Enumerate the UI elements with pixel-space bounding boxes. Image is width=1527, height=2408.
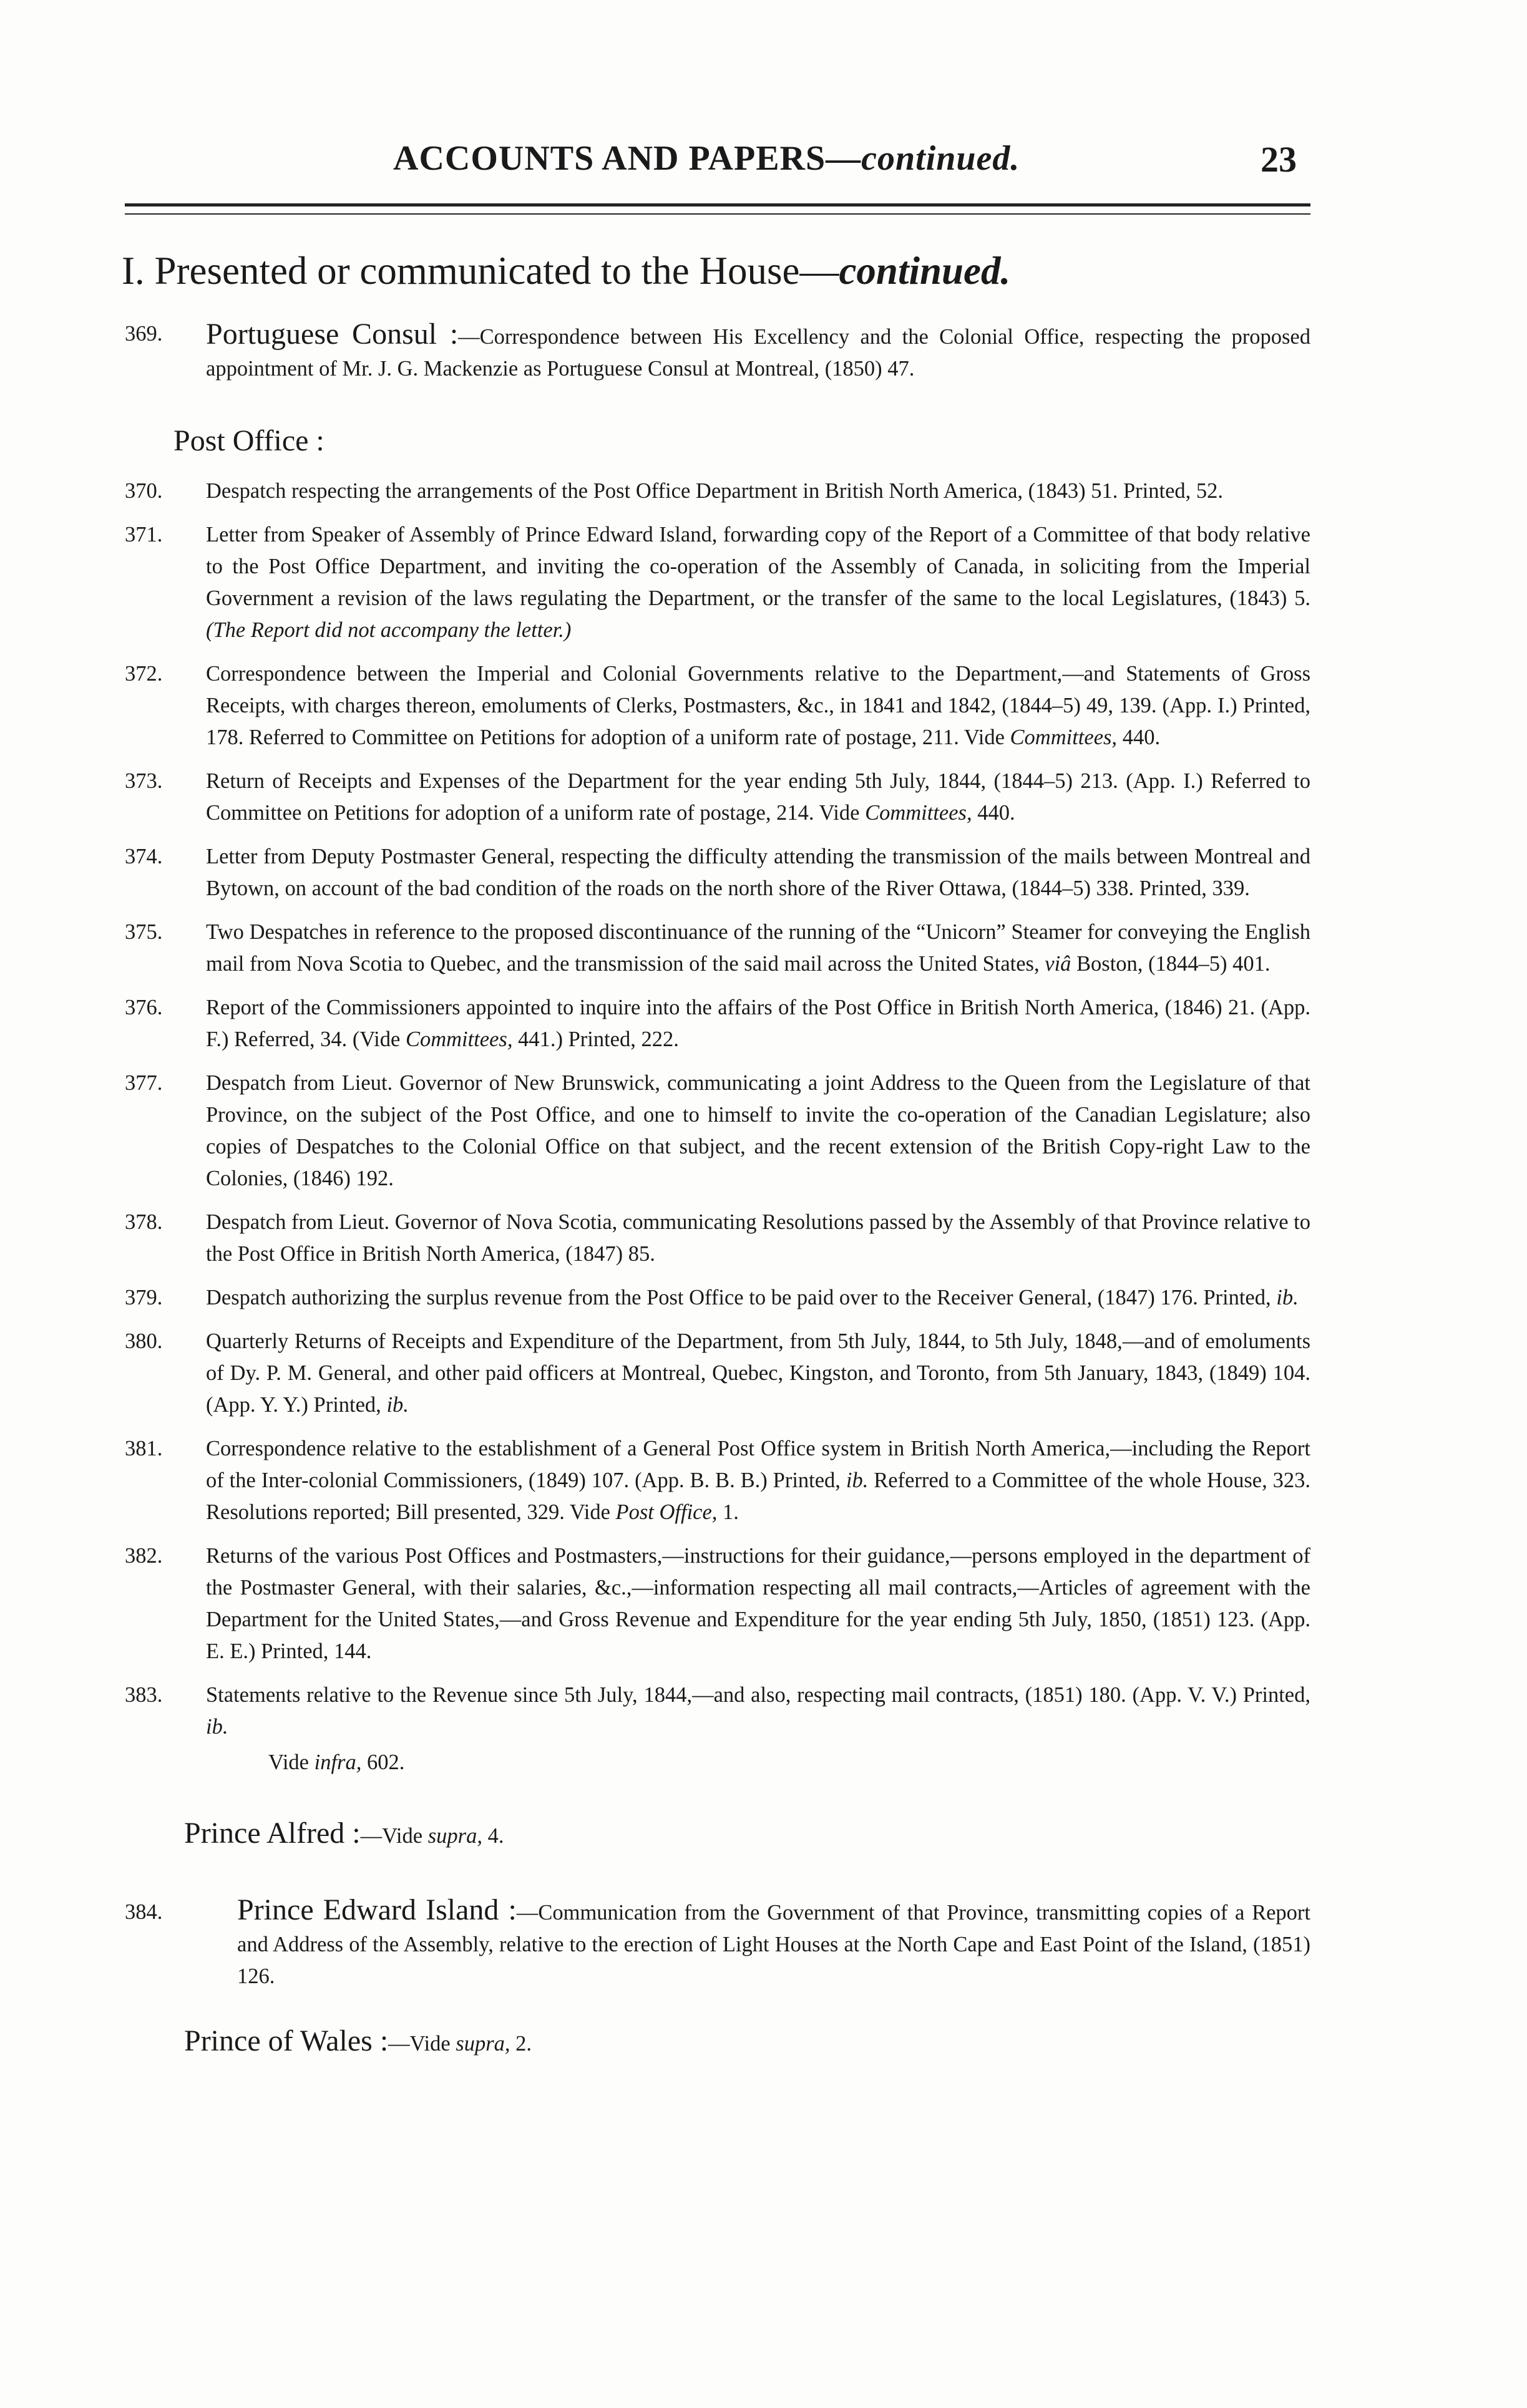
entry-370 <box>125 475 1310 507</box>
header-rule-thin <box>125 213 1310 215</box>
entry-number: 374. <box>125 845 163 868</box>
xref-text: —Vide <box>388 2032 451 2056</box>
entry-text: Correspondence between the Imperial and Colonial Governments relative to the Department,—and Statements of Gross Receipts, with charges thereon, emoluments of Clerks, Postmasters, &c., in 1841 and 1842, (1844–5) 49, 139. (App. I.) Printed, 178. Referred to Committee on Petitions for adoption of a uniform rate of postage, 211. Vide <box>206 662 1310 749</box>
entry-text: Return of Receipts and Expenses of the Department for the year ending 5th July, 1844, (1844–5) 213. (App. I.) Referred to Committee on Petitions for adoption of a uniform rate of postage, 214. Vide <box>206 769 1310 825</box>
entry-vide: Post Office, <box>615 1500 718 1524</box>
xref-text: —Vide <box>360 1824 423 1848</box>
entry-tail: 1. <box>723 1500 739 1524</box>
entry-number: 378. <box>125 1210 163 1234</box>
entry-378 <box>125 1206 1310 1270</box>
entry-ib: ib. <box>206 1715 228 1739</box>
running-head-title <box>393 138 1020 178</box>
entry-text: Letter from Deputy Postmaster General, respecting the difficulty attending the transmission of the mails between Montreal and Bytown, on account of the bad condition of the roads on the north shore of the River Ottawa, (1844–5) 338. Printed, 339. <box>206 845 1310 900</box>
entries-list <box>125 318 1310 2077</box>
entry-372 <box>125 658 1310 754</box>
entry-369 <box>125 318 1310 385</box>
xref-tail: 4. <box>487 1824 504 1848</box>
entry-375 <box>125 916 1310 980</box>
entry-380 <box>125 1326 1310 1421</box>
page-number: 23 <box>1261 139 1297 180</box>
vide-tail: 602. <box>366 1750 405 1774</box>
entry-number: 382. <box>125 1544 163 1568</box>
entry-number: 371. <box>125 523 163 546</box>
entry-text: Report of the Commissioners appointed to inquire into the affairs of the Post Office in British North America, (1846) 21. (App. F.) Referred, 34. (Vide <box>206 996 1310 1051</box>
section-heading-text: I. Presented or communicated to the House— <box>122 249 839 293</box>
entry-number: 370. <box>125 479 163 503</box>
xref-keyword: Prince Alfred : <box>184 1817 361 1850</box>
entry-382 <box>125 1540 1310 1668</box>
section-heading-italic: continued. <box>839 249 1011 293</box>
subheading-post-office: Post Office : <box>173 424 324 457</box>
entry-376 <box>125 992 1310 1056</box>
entry-text-2: Referred to a Committee of the whole House, 323. Resolutions reported; Bill presented, 329. Vide <box>206 1469 1311 1524</box>
xref-italic: supra, <box>456 2032 510 2056</box>
xref-prince-of-wales <box>125 2024 1310 2058</box>
entry-text: Despatch authorizing the surplus revenue from the Post Office to be paid over to the Receiver General, (1847) 176. Printed, <box>206 1286 1271 1309</box>
entry-text: —Correspondence between His Excellency and the Colonial Office, respecting the proposed appointment of Mr. J. G. Mackenzie as Portuguese Consul at Montreal, (1850) 47. <box>206 325 1310 381</box>
running-head-title-text: ACCOUNTS AND PAPERS— <box>393 139 862 178</box>
entry-text: Correspondence relative to the establishment of a General Post Office system in British North America,—including the Report of the Inter-colonial Commissioners, (1849) 107. (App. B. B. B.) Printed, <box>206 1437 1310 1492</box>
xref-italic: supra, <box>427 1824 482 1848</box>
entry-text: —Communication from the Government of that Province, transmitting copies of a Report and Address of the Assembly, relative to the erection of Light Houses at the North Cape and East Point of the Island, (1851) 126. <box>237 1901 1310 1988</box>
entry-number: 383. <box>125 1683 163 1707</box>
entry-374 <box>125 841 1310 905</box>
entry-ib: ib. <box>1276 1286 1299 1309</box>
header-rule-thick <box>125 203 1310 206</box>
entry-number: 380. <box>125 1329 163 1353</box>
entry-373 <box>125 765 1310 829</box>
entry-tail: 440. <box>977 801 1015 825</box>
entry-number: 372. <box>125 662 163 686</box>
xref-prince-alfred <box>125 1816 1310 1850</box>
entry-number: 379. <box>125 1286 163 1309</box>
entry-vide-line <box>206 1747 1310 1779</box>
entry-via: viâ <box>1045 952 1071 976</box>
entry-keyword: Prince Edward Island : <box>237 1893 517 1926</box>
entry-383 <box>125 1679 1310 1779</box>
xref-tail: 2. <box>515 2032 532 2056</box>
entry-number: 381. <box>125 1437 163 1460</box>
entry-tail: 440. <box>1122 726 1161 749</box>
entry-379 <box>125 1282 1310 1314</box>
entry-ib: ib. <box>846 1469 869 1492</box>
entry-tail: 441.) Printed, 222. <box>518 1027 679 1051</box>
entry-text: Despatch from Lieut. Governor of New Brunswick, communicating a joint Address to the Queen from the Legislature of that Province, on the subject of the Post Office, and one to himself to invite the co-operation of the Canadian Legislature; also copies of Despatches to the Colonial Office on that subject, and the recent extension of the British Copy-right Law to the Colonies, (1846) 192. <box>206 1071 1310 1190</box>
running-head-title-italic: continued. <box>861 139 1020 178</box>
entry-vide: Committees, <box>405 1027 513 1051</box>
entry-number: 375. <box>125 920 163 944</box>
entry-number: 384. <box>125 1900 163 1924</box>
entry-number: 377. <box>125 1071 163 1095</box>
entry-384 <box>125 1894 1310 1993</box>
entry-text: Letter from Speaker of Assembly of Prince Edward Island, forwarding copy of the Report of a Committee of that body relative to the Post Office Department, and inviting the co-operation of the Assembly of Canada, in soliciting from the Imperial Government a revision of the laws regulating the Department, or the transfer of the same to the local Legislatures, (1843) 5. <box>206 523 1310 610</box>
entry-number: 373. <box>125 769 163 793</box>
entry-text: Despatch respecting the arrangements of the Post Office Department in British North America, (1843) 51. Printed, 52. <box>206 479 1224 503</box>
entry-note: (The Report did not accompany the letter.) <box>206 618 572 642</box>
entry-text-2: Boston, (1844–5) 401. <box>1076 952 1271 976</box>
entry-ib: ib. <box>386 1393 409 1417</box>
entry-371 <box>125 519 1310 646</box>
vide-word: Vide <box>268 1750 309 1774</box>
entry-vide: Committees, <box>1010 726 1118 749</box>
entry-text: Quarterly Returns of Receipts and Expenditure of the Department, from 5th July, 1844, to 5th July, 1848,—and of emoluments of Dy. P. M. General, and other paid officers at Montreal, Quebec, Kingston, and Toronto, from 5th January, 1843, (1849) 104. (App. Y. Y.) Printed, <box>206 1329 1310 1417</box>
entry-vide: Committees, <box>865 801 972 825</box>
entry-381 <box>125 1433 1310 1528</box>
xref-keyword: Prince of Wales : <box>184 2024 389 2057</box>
entry-number: 369. <box>125 322 163 346</box>
entry-text: Despatch from Lieut. Governor of Nova Scotia, communicating Resolutions passed by the Assembly of that Province relative to the Post Office in British North America, (1847) 85. <box>206 1210 1310 1266</box>
entry-text: Statements relative to the Revenue since 5th July, 1844,—and also, respecting mail contracts, (1851) 180. (App. V. V.) Printed, <box>206 1683 1310 1707</box>
entry-keyword: Portuguese Consul : <box>206 318 459 351</box>
entry-text: Two Despatches in reference to the proposed discontinuance of the running of the “Unicorn” Steamer for conveying the English mail from Nova Scotia to Quebec, and the transmission of the said mail across the United States, <box>206 920 1310 976</box>
entry-text: Returns of the various Post Offices and Postmasters,—instructions for their guidance,—persons employed in the department of the Postmaster General, with their salaries, &c.,—information respecting all mail contracts,—Articles of agreement with the Department for the United States,—and Gross Revenue and Expenditure for the year ending 5th July, 1850, (1851) 123. (App. E. E.) Printed, 144. <box>206 1544 1310 1663</box>
section-heading <box>122 248 1307 294</box>
entry-377 <box>125 1067 1310 1195</box>
vide-italic: infra, <box>314 1750 362 1774</box>
entry-number: 376. <box>125 996 163 1019</box>
